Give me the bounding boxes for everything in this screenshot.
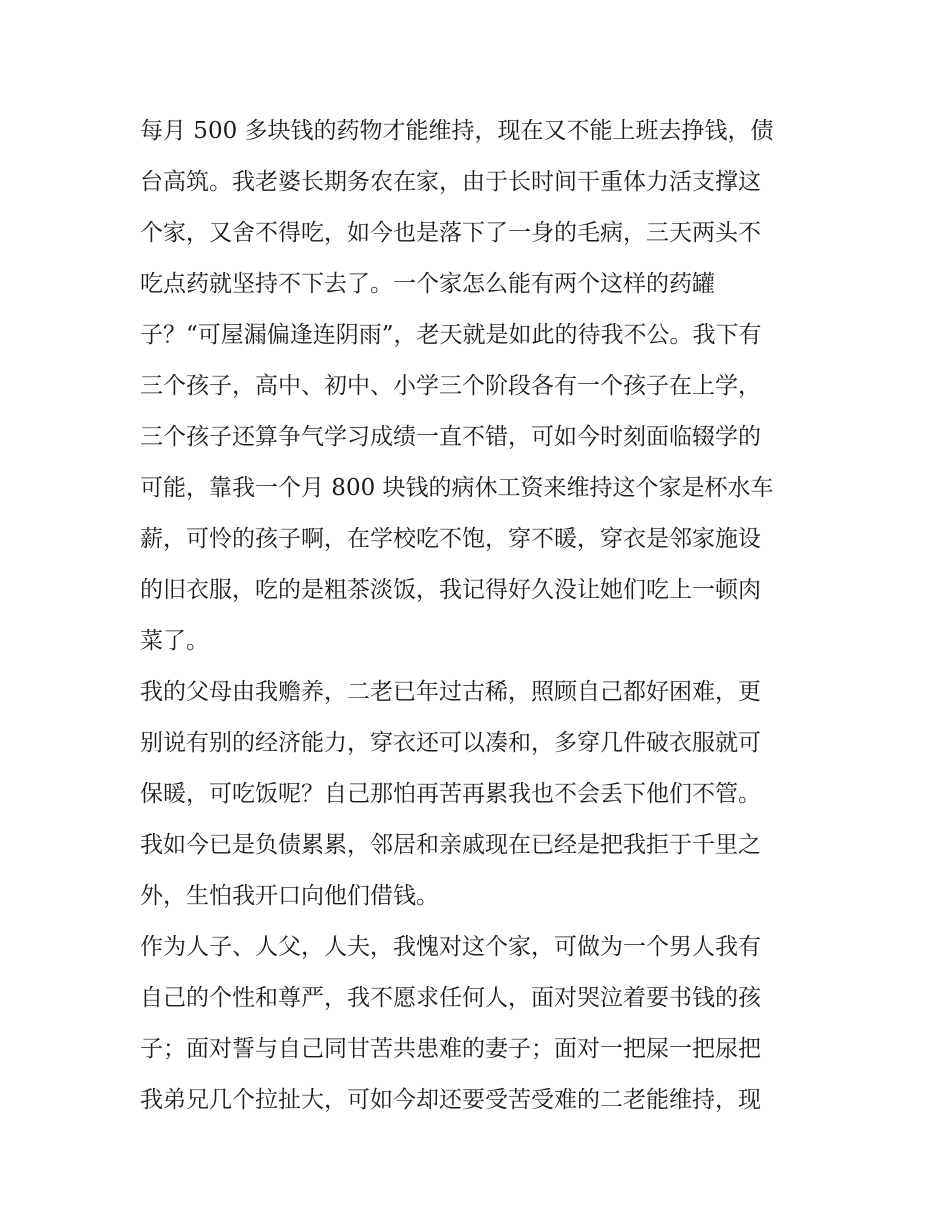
text-line: 吃点药就坚持不下去了。一个家怎么能有两个这样的药罐	[140, 271, 715, 297]
text-line: 可能，靠我一个月 800 块钱的病休工资来维持这个家是杯水车	[140, 475, 774, 501]
text-line: 的旧衣服，吃的是粗茶淡饭，我记得好久没让她们吃上一顿肉	[140, 577, 761, 603]
text-line: 每月 500 多块钱的药物才能维持，现在又不能上班去挣钱，债	[140, 118, 774, 144]
text-line: 自己的个性和尊严，我不愿求任何人，面对哭泣着要书钱的孩	[140, 985, 761, 1011]
text-line: 三个孩子还算争气学习成绩一直不错，可如今时刻面临辍学的	[140, 424, 761, 450]
text-line: 别说有别的经济能力，穿衣还可以凑和，多穿几件破衣服就可	[140, 730, 761, 756]
text-line: 子？“可屋漏偏逢连阴雨”，老天就是如此的待我不公。我下有	[140, 322, 762, 348]
text-line: 子；面对誓与自己同甘苦共患难的妻子；面对一把屎一把尿把	[140, 1036, 761, 1062]
text-line: 作为人子、人父，人夫，我愧对这个家，可做为一个男人我有	[140, 934, 761, 960]
text-line: 保暖，可吃饭呢？自己那怕再苦再累我也不会丢下他们不管。	[140, 781, 761, 807]
text-line: 我如今已是负债累累，邻居和亲戚现在已经是把我拒于千里之	[140, 832, 761, 858]
body-text	[140, 106, 830, 1126]
text-line: 个家，又舍不得吃，如今也是落下了一身的毛病，三天两头不	[140, 220, 761, 246]
text-line: 菜了。	[140, 628, 209, 654]
text-line: 我的父母由我赡养，二老已年过古稀，照顾自己都好困难，更	[140, 679, 761, 705]
text-line: 薪，可怜的孩子啊，在学校吃不饱，穿不暖，穿衣是邻家施设	[140, 526, 761, 552]
text-line: 我弟兄几个拉扯大，可如今却还要受苦受难的二老能维持，现	[140, 1087, 761, 1113]
text-line: 外，生怕我开口向他们借钱。	[140, 883, 439, 909]
text-line: 三个孩子，高中、初中、小学三个阶段各有一个孩子在上学，	[140, 373, 761, 399]
text-line: 台高筑。我老婆长期务农在家，由于长时间干重体力活支撑这	[140, 169, 761, 195]
